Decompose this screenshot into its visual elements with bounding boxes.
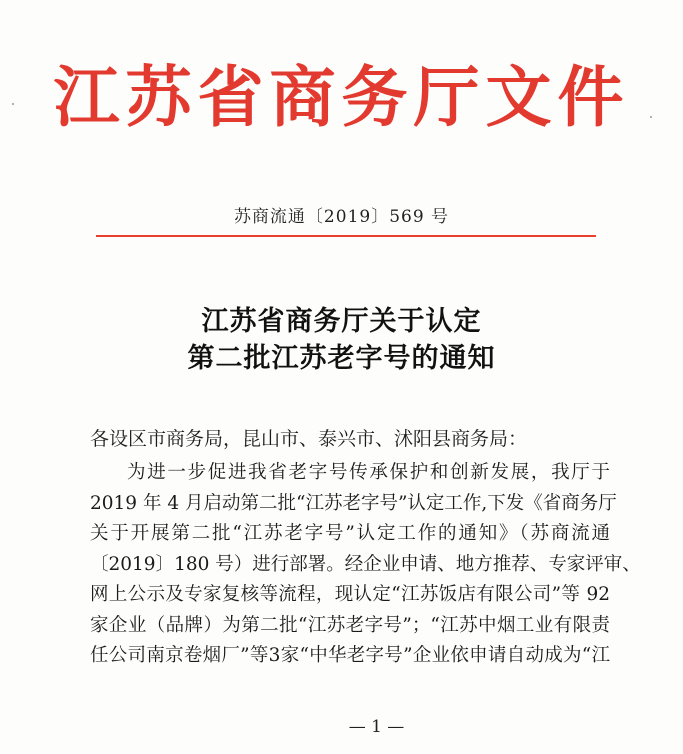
body-line: 任公司南京卷烟厂”等3家“中华老字号”企业依申请自动成为“江 bbox=[90, 645, 610, 666]
document-title bbox=[0, 303, 683, 377]
body-text bbox=[90, 458, 641, 672]
page-number: — 1 — bbox=[348, 717, 405, 737]
body-line: 网上公示及专家复核等流程，现认定“江苏饭店有限公司”等 92 bbox=[90, 584, 610, 605]
red-divider bbox=[96, 235, 596, 237]
body-line: 〔2019〕180 号）进行部署。经企业申请、地方推荐、专家评审、 bbox=[90, 553, 641, 575]
document-title-line-1: 江苏省商务厅关于认定 bbox=[201, 306, 482, 337]
document-number: 苏商流通〔2019〕569 号 bbox=[233, 207, 450, 227]
document-title-line-2: 第二批江苏老字号的通知 bbox=[187, 343, 496, 374]
issuer-header: 江苏省商务厅文件 bbox=[53, 58, 630, 136]
body-line: 2019 年 4 月启动第二批“江苏老字号”认定工作,下发《省商务厅 bbox=[90, 492, 617, 514]
body-line: 关于开展第二批“江苏老字号”认定工作的通知》（苏商流通 bbox=[90, 523, 610, 544]
body-line: 家企业（品牌）为第二批“江苏老字号”；“江苏中烟工业有限责 bbox=[90, 614, 610, 636]
addressee-line: 各设区市商务局，昆山市、泰兴市、沭阳县商务局： bbox=[90, 428, 528, 450]
body-line: 为进一步促进我省老字号传承保护和创新发展，我厅于 bbox=[127, 462, 610, 483]
